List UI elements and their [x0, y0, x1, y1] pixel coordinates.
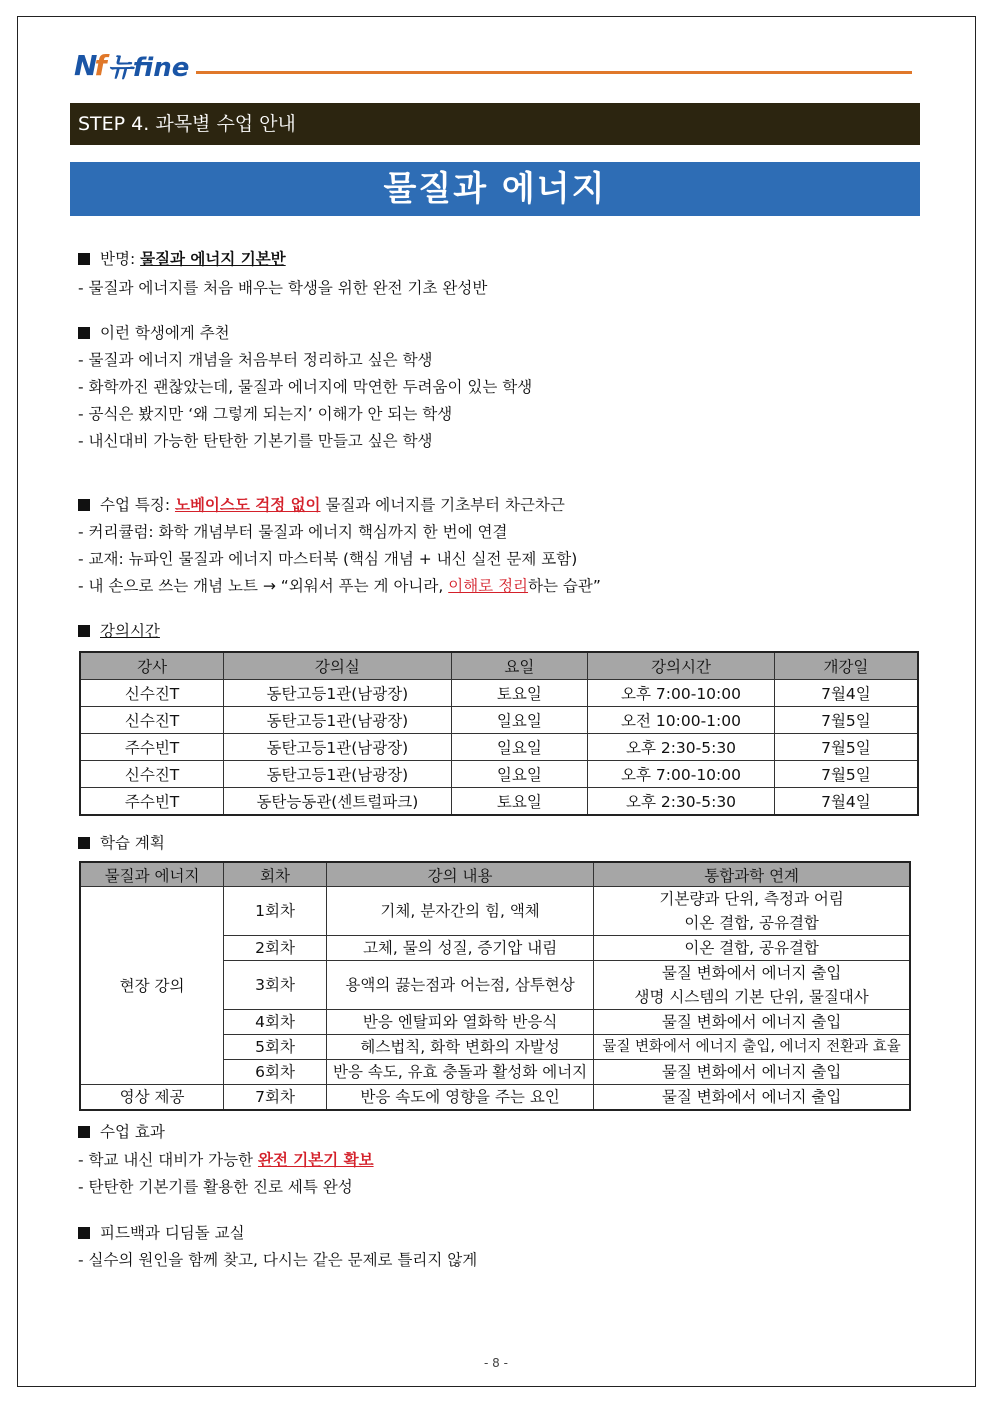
effect-heading: 수업 효과	[78, 1120, 165, 1142]
subject-title: 물질과 에너지	[70, 162, 920, 216]
table-cell: 동탄고등1관(남광장)	[224, 680, 451, 707]
square-bullet-icon	[78, 1126, 90, 1138]
square-bullet-icon	[78, 837, 90, 849]
class-name-heading: 반명: 물질과 에너지 기본반	[78, 247, 286, 269]
table-cell: 오후 2:30-5:30	[588, 788, 775, 816]
class-desc: - 물질과 에너지를 처음 배우는 학생을 위한 완전 기초 완성반	[78, 279, 488, 297]
list-item: - 물질과 에너지 개념을 처음부터 정리하고 싶은 학생	[78, 351, 433, 369]
table-row	[80, 887, 910, 912]
table-row	[80, 680, 918, 707]
table-cell: 7월5일	[774, 734, 918, 761]
table-header-row	[80, 652, 918, 680]
list-item: - 실수의 원인을 함께 찾고, 다시는 같은 문제로 틀리지 않게	[78, 1251, 478, 1269]
logo-mark: Nf	[74, 48, 104, 82]
header-divider	[196, 71, 912, 74]
table-cell: 7월4일	[774, 680, 918, 707]
list-item: - 교재: 뉴파인 물질과 에너지 마스터북 (핵심 개념 + 내신 실전 문제 포함)	[78, 550, 578, 568]
plan-table	[79, 861, 911, 1111]
table-cell: 오후 2:30-5:30	[588, 734, 775, 761]
table-cell: 7회차	[224, 1085, 327, 1111]
table-row	[80, 1085, 910, 1111]
table-cell: 토요일	[451, 680, 588, 707]
column-header: 요일	[451, 652, 588, 680]
table-cell: 동탄능동관(센트럴파크)	[224, 788, 451, 816]
table-cell: 물질 변화에서 에너지 출입	[594, 1085, 910, 1111]
list-item: - 커리큘럼: 화학 개념부터 물질과 에너지 핵심까지 한 번에 연결	[78, 523, 508, 541]
square-bullet-icon	[78, 625, 90, 637]
table-cell: 4회차	[224, 1010, 327, 1035]
column-header: 강의시간	[588, 652, 775, 680]
square-bullet-icon	[78, 499, 90, 511]
table-cell: 동탄고등1관(남광장)	[224, 707, 451, 734]
table-cell: 이온 결합, 공유결합	[594, 911, 910, 936]
column-header: 통합과학 연계	[594, 862, 910, 887]
table-row	[80, 788, 918, 816]
table-cell: 3회차	[224, 961, 327, 1010]
table-cell: 용액의 끓는점과 어는점, 삼투현상	[326, 961, 593, 1010]
recommend-heading: 이런 학생에게 추천	[78, 321, 230, 343]
list-item: - 화학까진 괜찮았는데, 물질과 에너지에 막연한 두려움이 있는 학생	[78, 378, 533, 396]
table-cell: 고체, 물의 성질, 증기압 내림	[326, 936, 593, 961]
table-cell: 일요일	[451, 761, 588, 788]
list-item: - 내 손으로 쓰는 개념 노트 → “외워서 푸는 게 아니라, 이해로 정리하는 습관”	[78, 577, 601, 595]
table-cell: 7월5일	[774, 707, 918, 734]
table-cell: 물질 변화에서 에너지 출입	[594, 1060, 910, 1085]
square-bullet-icon	[78, 253, 90, 265]
table-cell: 7월4일	[774, 788, 918, 816]
table-cell: 주수빈T	[80, 788, 224, 816]
square-bullet-icon	[78, 327, 90, 339]
table-header-row	[80, 862, 910, 887]
square-bullet-icon	[78, 1227, 90, 1239]
logo	[74, 48, 189, 82]
table-cell: 물질 변화에서 에너지 출입	[594, 1010, 910, 1035]
logo-text: 뉴fine	[107, 52, 190, 83]
table-row	[80, 761, 918, 788]
table-cell: 6회차	[224, 1060, 327, 1085]
list-item: - 탄탄한 기본기를 활용한 진로 세특 완성	[78, 1178, 353, 1196]
table-cell: 오후 7:00-10:00	[588, 680, 775, 707]
table-row	[80, 707, 918, 734]
plan-heading: 학습 계획	[78, 831, 165, 853]
features-heading: 수업 특징: 노베이스도 걱정 없이 물질과 에너지를 기초부터 차근차근	[78, 493, 565, 515]
step-title: STEP 4. 과목별 수업 안내	[70, 103, 920, 145]
schedule-table	[79, 651, 919, 816]
table-cell: 토요일	[451, 788, 588, 816]
table-cell: 5회차	[224, 1035, 327, 1060]
list-item: - 학교 내신 대비가 가능한 완전 기본기 확보	[78, 1151, 374, 1169]
table-cell: 신수진T	[80, 761, 224, 788]
table-cell: 생명 시스템의 기본 단위, 물질대사	[594, 985, 910, 1010]
column-header: 물질과 에너지	[80, 862, 224, 887]
table-cell: 동탄고등1관(남광장)	[224, 761, 451, 788]
table-cell: 기본량과 단위, 측정과 어림	[594, 887, 910, 912]
table-cell: 신수진T	[80, 707, 224, 734]
table-cell: 기체, 분자간의 힘, 액체	[326, 887, 593, 936]
list-item: - 공식은 봤지만 ‘왜 그렇게 되는지’ 이해가 안 되는 학생	[78, 405, 453, 423]
column-header: 강의 내용	[326, 862, 593, 887]
table-cell: 물질 변화에서 에너지 출입, 에너지 전환과 효율	[594, 1035, 910, 1060]
table-row	[80, 734, 918, 761]
list-item: - 내신대비 가능한 탄탄한 기본기를 만들고 싶은 학생	[78, 432, 433, 450]
column-header: 강사	[80, 652, 224, 680]
column-header: 강의실	[224, 652, 451, 680]
table-cell: 1회차	[224, 887, 327, 936]
table-cell: 반응 속도, 유효 충돌과 활성화 에너지	[326, 1060, 593, 1085]
table-cell: 헤스법칙, 화학 변화의 자발성	[326, 1035, 593, 1060]
table-cell: 오후 7:00-10:00	[588, 761, 775, 788]
page-number: - 8 -	[484, 1356, 508, 1370]
feedback-heading: 피드백과 디딤돌 교실	[78, 1221, 245, 1243]
column-header: 회차	[224, 862, 327, 887]
group-live: 현장 강의	[80, 887, 224, 1085]
column-header: 개강일	[774, 652, 918, 680]
table-cell: 2회차	[224, 936, 327, 961]
table-cell: 주수빈T	[80, 734, 224, 761]
table-cell: 7월5일	[774, 761, 918, 788]
schedule-heading: 강의시간	[78, 619, 160, 641]
table-cell: 반응 속도에 영향을 주는 요인	[326, 1085, 593, 1111]
table-cell: 신수진T	[80, 680, 224, 707]
table-cell: 일요일	[451, 707, 588, 734]
table-cell: 이온 결합, 공유결합	[594, 936, 910, 961]
table-cell: 오전 10:00-1:00	[588, 707, 775, 734]
table-cell: 반응 엔탈피와 열화학 반응식	[326, 1010, 593, 1035]
group-video: 영상 제공	[80, 1085, 224, 1111]
table-cell: 물질 변화에서 에너지 출입	[594, 961, 910, 986]
table-cell: 일요일	[451, 734, 588, 761]
table-cell: 동탄고등1관(남광장)	[224, 734, 451, 761]
